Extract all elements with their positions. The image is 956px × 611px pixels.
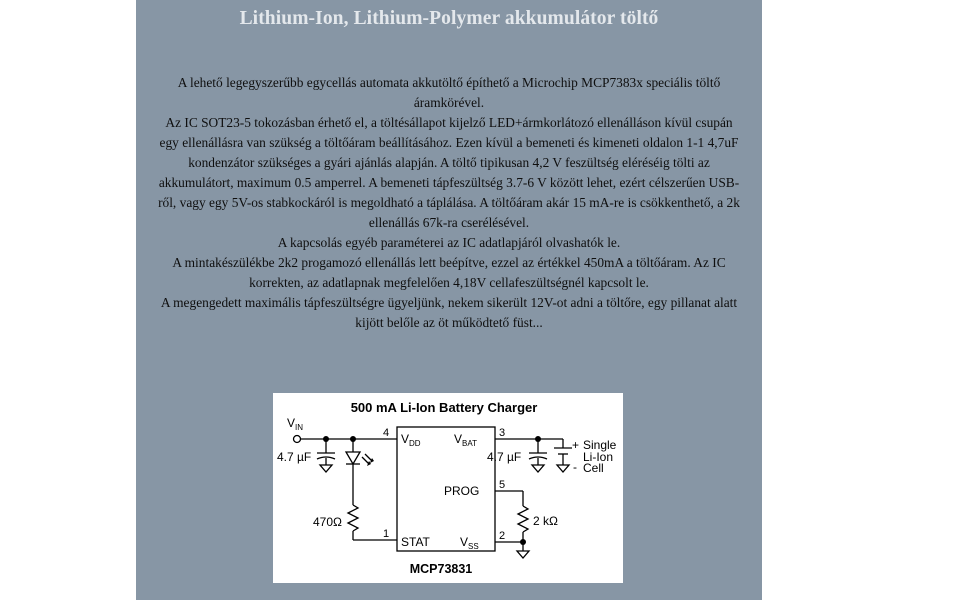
input-capacitor-label: 4.7 µF xyxy=(277,450,312,464)
led-resistor-label: 470Ω xyxy=(313,515,342,529)
paragraph: A megengedett maximális tápfeszültségre ügyeljünk, nekem sikerült 12V-ot adni a töltőre, egy pillanat alatt kijött belőle az öt működtető füst... xyxy=(160,295,738,330)
paragraph: A kapcsolás egyéb paraméterei az IC adatlapjáról olvashatók le. xyxy=(277,235,621,250)
pin-number-vbat: 3 xyxy=(499,427,506,439)
junction-dot xyxy=(323,436,329,442)
schematic-figure xyxy=(273,393,623,583)
pin-label-prog: PROG xyxy=(444,484,480,498)
article-body xyxy=(156,73,742,333)
battery-plus-sign: + xyxy=(572,438,580,452)
paragraph: A lehető legegyszerűbb egycellás automata akkutöltő építhető a Microchip MCP7383x speciális töltő áramkörével. xyxy=(177,75,721,110)
pin-number-vss: 2 xyxy=(499,530,506,542)
pin-number-stat: 1 xyxy=(383,528,390,540)
ic-name-label: MCP73831 xyxy=(409,562,473,576)
pin-number-vdd: 4 xyxy=(383,427,390,439)
battery-label-line2: Li-Ion xyxy=(583,450,614,464)
pin-label-stat: STAT xyxy=(401,535,430,549)
pin-number-prog: 5 xyxy=(499,479,506,491)
junction-dot xyxy=(350,436,356,442)
prog-resistor-label: 2 kΩ xyxy=(533,514,558,528)
paragraph: Az IC SOT23-5 tokozásban érhető el, a töltésállapot kijelző LED+ármkorlátozó ellenálláson kívül csupán egy ellenállásra van szükség a töltőáram beállításához. Ezen kívül a bemeneti és kimeneti oldalon 1-1 4,7uF kondenzátor szükséges a gyári ajánlás alapján. A töltő tipikusan 4,2 V feszültség eléréséig tölti az akkumulátort, maximum 0.5 amperrel. A bemeneti tápfeszültség 3.7-6 V között lehet, ezért célszerűen USB-ről, vagy egy 5V-os stabkockáról is megoldható a táplálása. A töltőáram akár 15 mA-re is csökkenthető, a 2k ellenállás 67k-ra cserélésével. xyxy=(158,115,740,230)
page-title: Lithium-Ion, Lithium-Polymer akkumulátor töltő xyxy=(239,8,659,29)
paragraph: A mintakészülékbe 2k2 progamozó ellenállás lett beépítve, ezzel az értékkel 450mA a töltőáram. Az IC korrekten, az adatlapnak megfelelően 4,18V cellafeszültségnél kapcsolt le. xyxy=(172,255,726,290)
pin-label-vdd: $V_{DD}$ xyxy=(401,432,421,448)
battery-minus-sign: - xyxy=(573,460,577,474)
vin-terminal xyxy=(294,436,301,443)
pin-label-vbat: $V_{BAT}$ xyxy=(454,432,477,448)
battery-label-line1: Single xyxy=(583,438,617,452)
vin-label: $V_{IN}$ xyxy=(287,416,304,432)
junction-dot xyxy=(520,539,526,545)
output-capacitor-label: 4.7 µF xyxy=(487,450,522,464)
schematic-title: 500 mA Li-Ion Battery Charger xyxy=(350,400,538,415)
content-panel xyxy=(136,0,762,600)
battery-label-line3: Cell xyxy=(583,461,604,475)
junction-dot xyxy=(535,436,541,442)
pin-label-vss: $V_{SS}$ xyxy=(460,535,479,551)
schematic-diagram xyxy=(273,393,623,583)
